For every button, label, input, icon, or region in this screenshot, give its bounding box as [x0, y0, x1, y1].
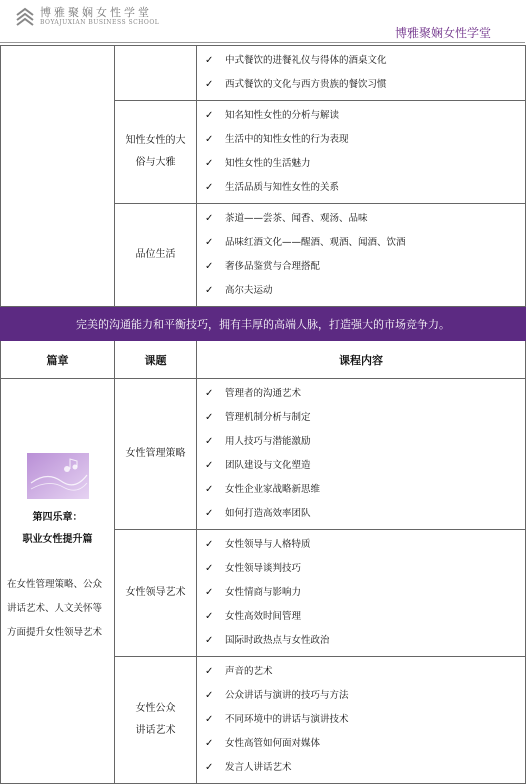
content-list	[197, 46, 525, 100]
item-text: 女性领导与人格特质	[225, 539, 311, 550]
course-document	[0, 45, 525, 784]
item-text: 团队建设与文化塑造	[225, 460, 311, 471]
item-text: 如何打造高效率团队	[225, 508, 311, 519]
check-icon: ✓	[205, 563, 214, 574]
item-text: 管理机制分析与制定	[225, 412, 311, 423]
check-icon: ✓	[205, 388, 214, 399]
check-icon: ✓	[205, 213, 214, 224]
banner-text: 完美的沟通能力和平衡技巧，拥有丰厚的高端人脉，打造强大的市场竞争力。	[1, 307, 526, 341]
content-cell	[197, 204, 526, 307]
item-text: 女性高效时间管理	[225, 611, 302, 622]
check-icon: ✓	[205, 738, 214, 749]
topic-label: 女性领导艺术	[125, 587, 186, 598]
check-icon: ✓	[205, 714, 214, 725]
list-item	[205, 557, 525, 581]
item-text: 高尔夫运动	[225, 285, 273, 296]
list-item	[205, 406, 525, 430]
logo-text-cn: 博雅聚娴女性学堂	[40, 6, 152, 19]
item-text: 用人技巧与潜能激励	[225, 436, 311, 447]
list-item	[205, 104, 525, 128]
list-item	[205, 605, 525, 629]
table-row	[1, 379, 526, 530]
item-text: 茶道——尝茶、闻香、观汤、品味	[225, 213, 368, 224]
content-cell	[197, 657, 526, 784]
check-icon: ✓	[205, 539, 214, 550]
chapter-cell-empty	[1, 46, 115, 307]
header-divider	[0, 42, 525, 43]
course-table	[0, 45, 526, 784]
check-icon: ✓	[205, 460, 214, 471]
column-header-topic: 课题	[115, 341, 197, 379]
item-text: 发言人讲话艺术	[225, 762, 292, 773]
content-list	[197, 204, 525, 306]
item-text: 国际时政热点与女性政治	[225, 635, 330, 646]
check-icon: ✓	[205, 611, 214, 622]
check-icon: ✓	[205, 55, 214, 66]
check-icon: ✓	[205, 134, 214, 145]
content-list	[197, 101, 525, 203]
topic-label: 品位生活	[135, 249, 176, 260]
topic-label: 知性女性的大俗与大雅	[125, 135, 186, 168]
list-item	[205, 684, 525, 708]
column-header-content: 课程内容	[197, 341, 526, 379]
list-item	[205, 502, 525, 526]
check-icon: ✓	[205, 158, 214, 169]
content-list	[197, 379, 525, 529]
list-item	[205, 279, 525, 303]
list-item	[205, 207, 525, 231]
item-text: 管理者的沟通艺术	[225, 388, 302, 399]
list-item	[205, 660, 525, 684]
item-text: 女性企业家战略新思维	[225, 484, 321, 495]
list-item	[205, 454, 525, 478]
list-item	[205, 128, 525, 152]
check-icon: ✓	[205, 285, 214, 296]
list-item	[205, 756, 525, 780]
check-icon: ✓	[205, 182, 214, 193]
topic-label: 女性公众讲话艺术	[135, 703, 176, 736]
check-icon: ✓	[205, 261, 214, 272]
topic-cell	[115, 657, 197, 784]
item-text: 生活品质与知性女性的关系	[225, 182, 340, 193]
school-logo	[14, 6, 159, 28]
item-text: 知名知性女性的分析与解读	[225, 110, 340, 121]
topic-cell	[115, 530, 197, 657]
content-cell	[197, 530, 526, 657]
list-item	[205, 231, 525, 255]
list-item	[205, 533, 525, 557]
list-item	[205, 430, 525, 454]
check-icon: ✓	[205, 110, 214, 121]
check-icon: ✓	[205, 436, 214, 447]
item-text: 不同环境中的讲话与演讲技术	[225, 714, 349, 725]
content-cell	[197, 101, 526, 204]
content-list	[197, 530, 525, 656]
check-icon: ✓	[205, 762, 214, 773]
content-cell	[197, 46, 526, 101]
list-item	[205, 629, 525, 653]
topic-cell	[115, 204, 197, 307]
logo-chevron-icon	[14, 6, 36, 28]
item-text: 西式餐饮的文化与西方贵族的餐饮习惯	[225, 79, 387, 90]
chapter-cell	[1, 379, 115, 784]
list-item	[205, 176, 525, 200]
check-icon: ✓	[205, 79, 214, 90]
item-text: 女性领导谈判技巧	[225, 563, 302, 574]
check-icon: ✓	[205, 237, 214, 248]
list-item	[205, 708, 525, 732]
banner-row	[1, 307, 526, 341]
topic-label: 女性管理策略	[125, 448, 186, 459]
topic-cell	[115, 46, 197, 101]
item-text: 中式餐饮的进餐礼仪与得体的酒桌文化	[225, 55, 387, 66]
list-item	[205, 478, 525, 502]
column-header-chapter: 篇章	[1, 341, 115, 379]
list-item	[205, 732, 525, 756]
check-icon: ✓	[205, 635, 214, 646]
check-icon: ✓	[205, 412, 214, 423]
check-icon: ✓	[205, 484, 214, 495]
check-icon: ✓	[205, 666, 214, 677]
topic-cell	[115, 101, 197, 204]
item-text: 声音的艺术	[225, 666, 273, 677]
list-item	[205, 382, 525, 406]
header-title: 博雅聚娴女性学堂	[394, 26, 491, 40]
item-text: 品味红酒文化——醒酒、观酒、闻酒、饮酒	[225, 237, 406, 248]
item-text: 生活中的知性女性的行为表现	[225, 134, 349, 145]
list-item	[205, 73, 525, 97]
chapter-title: 第四乐章：	[32, 512, 83, 523]
logo-text-en: BOYAJUXIAN BUSINESS SCHOOL	[40, 19, 160, 26]
chapter-subtitle: 职业女性提升篇	[22, 534, 93, 545]
chapter-image	[27, 453, 89, 499]
check-icon: ✓	[205, 587, 214, 598]
content-list	[197, 657, 525, 783]
content-cell	[197, 379, 526, 530]
check-icon: ✓	[205, 508, 214, 519]
list-item	[205, 255, 525, 279]
table-header-row	[1, 341, 526, 379]
page-header	[0, 0, 525, 44]
item-text: 女性高管如何面对媒体	[225, 738, 321, 749]
item-text: 奢侈品鉴赏与合理搭配	[225, 261, 321, 272]
item-text: 公众讲话与演讲的技巧与方法	[225, 690, 349, 701]
list-item	[205, 581, 525, 605]
item-text: 知性女性的生活魅力	[225, 158, 311, 169]
list-item	[205, 152, 525, 176]
list-item	[205, 49, 525, 73]
item-text: 女性情商与影响力	[225, 587, 302, 598]
chapter-description: 在女性管理策略、公众讲话艺术、人文关怀等方面提升女性领导艺术	[7, 579, 103, 638]
topic-cell	[115, 379, 197, 530]
check-icon: ✓	[205, 690, 214, 701]
table-row	[1, 46, 526, 101]
